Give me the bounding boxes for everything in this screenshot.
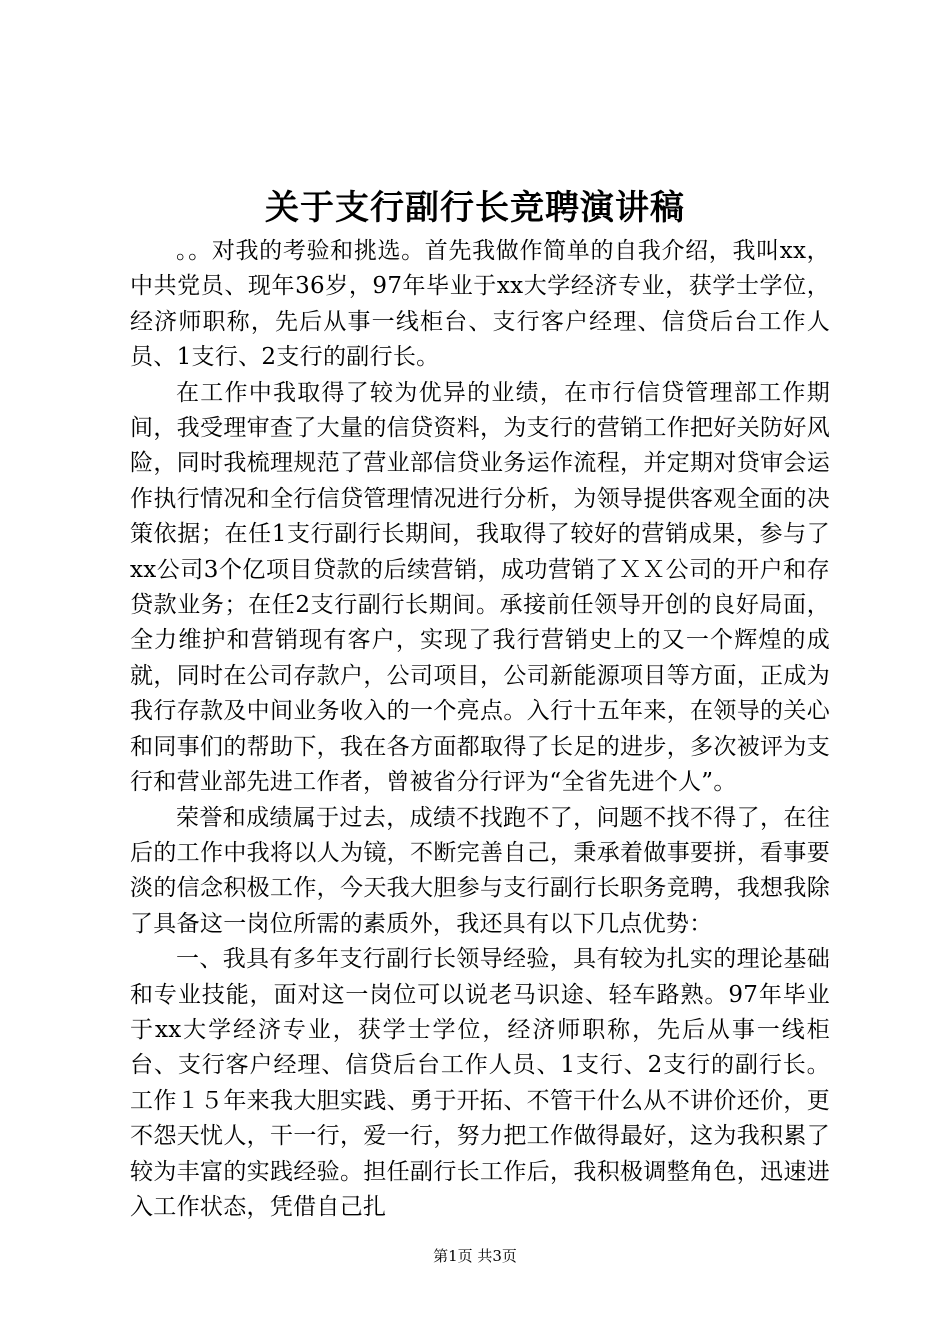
- page-footer: 第1页 共3页: [433, 1247, 517, 1265]
- paragraph-intro: 。。对我的考验和挑选。首先我做作简单的自我介绍，我叫xx，中共党员、现年36岁，97年毕业于xx大学经济专业，获学士学位，经济师职称，先后从事一线柜台、支行客户经理、信贷后台工作人员、1支行、2支行的副行长。: [130, 238, 830, 371]
- paragraph-advantages-intro: 荣誉和成绩属于过去，成绩不找跑不了，问题不找不得了，在往后的工作中我将以人为镜，不断完善自己，秉承着做事要拼，看事要淡的信念积极工作，今天我大胆参与支行副行长职务竞聘，我想我除了具备这一岗位所需的素质外，我还具有以下几点优势：: [130, 804, 830, 937]
- paragraph-advantage-one: 一、我具有多年支行副行长领导经验，具有较为扎实的理论基础和专业技能，面对这一岗位可以说老马识途、轻车路熟。97年毕业于xx大学经济专业，获学士学位，经济师职称，先后从事一线柜台、支行客户经理、信贷后台工作人员、1支行、2支行的副行长。工作１５年来我大胆实践、勇于开拓、不管干什么从不讲价还价，更不怨天忧人，干一行，爱一行，努力把工作做得最好，这为我积累了较为丰富的实践经验。担任副行长工作后，我积极调整角色，迅速进入工作状态，凭借自己扎: [130, 946, 830, 1220]
- document-body: [130, 234, 830, 1225]
- paragraph-achievements: 在工作中我取得了较为优异的业绩，在市行信贷管理部工作期间，我受理审查了大量的信贷资料，为支行的营销工作把好关防好风险，同时我梳理规范了营业部信贷业务运作流程，并定期对贷审会运作执行情况和全行信贷管理情况进行分析，为领导提供客观全面的决策依据；在任1支行副行长期间，我取得了较好的营销成果，参与了xx公司3个亿项目贷款的后续营销，成功营销了ＸＸ公司的开户和存贷款业务；在任2支行副行长期间。承接前任领导开创的良好局面，全力维护和营销现有客户，实现了我行营销史上的又一个辉煌的成就，同时在公司存款户，公司项目，公司新能源项目等方面，正成为我行存款及中间业务收入的一个亮点。入行十五年来，在领导的关心和同事们的帮助下，我在各方面都取得了长足的进步，多次被评为支行和营业部先进工作者，曾被省分行评为“全省先进个人”。: [130, 379, 830, 796]
- document-title: 关于支行副行长竞聘演讲稿: [265, 188, 685, 228]
